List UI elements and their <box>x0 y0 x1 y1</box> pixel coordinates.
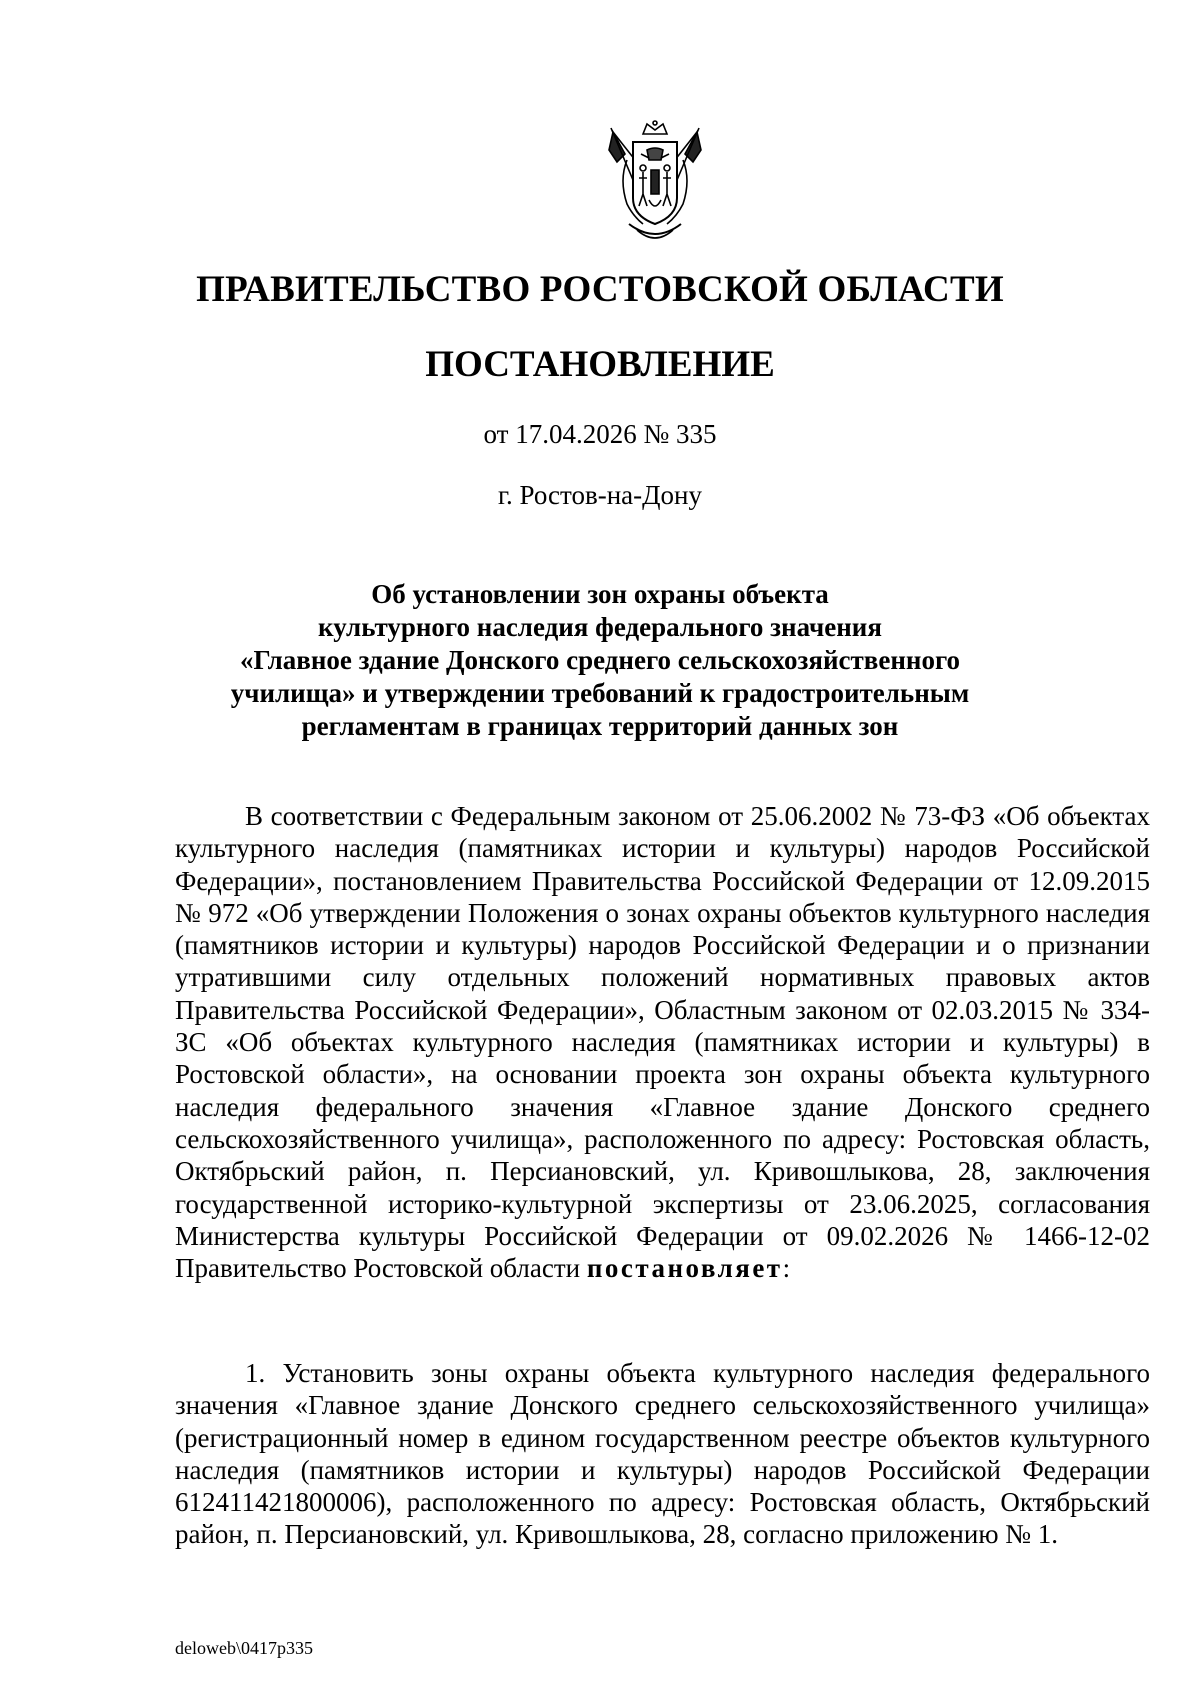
organization-title: ПРАВИТЕЛЬСТВО РОСТОВСКОЙ ОБЛАСТИ <box>196 269 1004 310</box>
preamble-end: : <box>782 1253 791 1284</box>
preamble-text: В соответствии с Федеральным законом от 25.06.2002 № 73-ФЗ «Об объектах культурного наследия (памятниках истории и культуры) народов Российской Федерации», постановлением Правительства Российской Федерации от 12.09.2015 № 972 «Об утверждении Положения о зонах охраны объектов культурного наследия (памятников истории и культуры) народов Российской Федерации и о признании утратившими силу отдельных положений нормативных правовых актов Правительства Российской Федерации», Областным законом от 02.03.2015 № 334-ЗС «Об объектах культурного наследия (памятниках истории и культуры) в Ростовской области», на основании проекта зон охраны объекта культурного наследия федерального значения «Главное здание Донского среднего сельскохозяйственного училища», расположенного по адресу: Ростовская область, Октябрьский район, п. Персиановский, ул. Кривошлыкова, 28, заключения государственной историко-культурной экспертизы от 23.06.2025, согласования Министерства культуры Российской Федерации от 09.02.2026 № 1466-12-02 Правительство Ростовской области <box>175 801 1150 1284</box>
document-type: ПОСТАНОВЛЕНИЕ <box>425 344 775 385</box>
resolution-keyword: постановляет <box>586 1253 783 1284</box>
item-1-paragraph: 1. Установить зоны охраны объекта культурного наследия федерального значения «Главное здание Донского среднего сельскохозяйственного училища» (регистрационный номер в едином государственном реестре объектов культурного наследия (памятников истории и культуры) народов Российской Федерации 612411421800006), расположенного по адресу: Ростовская область, Октябрьский район, п. Персиановский, ул. Кривошлыкова, 28, согласно приложению № 1. <box>175 1358 1150 1550</box>
subject-line: «Главное здание Донского среднего сельскохозяйственного <box>239 645 961 675</box>
subject-line: Об установлении зон охраны объекта <box>371 579 829 609</box>
document-place: г. Ростов-на-Дону <box>497 480 702 510</box>
footer-document-code: deloweb\0417p335 <box>175 1638 313 1658</box>
preamble-paragraph <box>175 800 1150 1284</box>
subject-line: училища» и утверждении требований к градостроительным <box>230 678 970 708</box>
subject-line: регламентам в границах территорий данных зон <box>301 711 899 741</box>
document-subject <box>150 578 1050 743</box>
coat-of-arms-icon <box>603 120 707 250</box>
document-date-number: от 17.04.2026 № 335 <box>483 419 717 449</box>
subject-line: культурного наследия федерального значения <box>318 612 882 642</box>
